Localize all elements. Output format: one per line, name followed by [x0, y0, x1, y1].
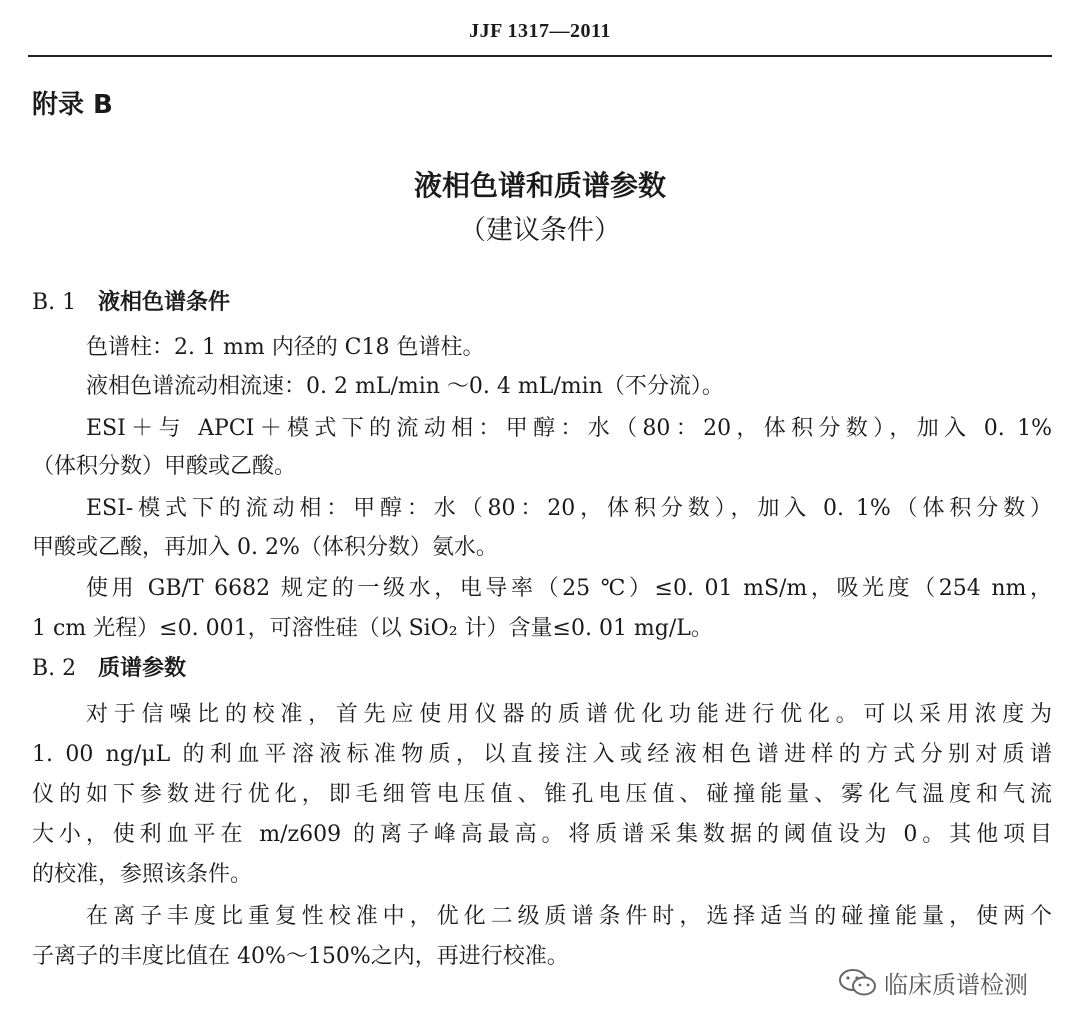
paragraph-line: 仪的如下参数进行优化，即毛细管电压值、锥孔电压值、碰撞能量、雾化气温度和气流: [32, 782, 1052, 807]
watermark: [838, 965, 1028, 1000]
paragraph-line: 色谱柱：2. 1 mm 内径的 C18 色谱柱。: [86, 335, 485, 360]
paragraph-line: 的校准，参照该条件。: [32, 862, 253, 887]
paragraph-line: 1 cm 光程）≤0. 001，可溶性硅（以 SiO₂ 计）含量≤0. 01 mg/L。: [32, 616, 713, 641]
page-title: 液相色谱和质谱参数: [413, 169, 666, 202]
section-number: B. 1: [32, 290, 77, 315]
paragraph-line: 在离子丰度比重复性校准中，优化二级质谱条件时，选择适当的碰撞能量，使两个: [86, 904, 1052, 929]
paragraph-line: 对于信噪比的校准，首先应使用仪器的质谱优化功能进行优化。可以采用浓度为: [86, 702, 1052, 727]
document-code: JJF 1317—2011: [469, 20, 611, 42]
section-number: B. 2: [32, 656, 77, 681]
paragraph-line: 大小，使利血平在 m/z609 的离子峰高最高。将质谱采集数据的阈值设为 0。其他项目: [32, 822, 1052, 847]
watermark-text: 临床质谱检测: [884, 971, 1028, 999]
header-divider: [28, 55, 1052, 57]
paragraph-line: 使用 GB/T 6682 规定的一级水，电导率（25 ℃）≤0. 01 mS/m，吸光度（254 nm，: [86, 576, 1052, 601]
page-subtitle: （建议条件）: [459, 215, 621, 246]
section-title: 液相色谱条件: [98, 290, 231, 315]
paragraph-line: 液相色谱流动相流速：0. 2 mL/min ～0. 4 mL/min（不分流）。: [86, 374, 724, 399]
paragraph-line: 子离子的丰度比值在 40%～150%之内，再进行校准。: [32, 944, 569, 969]
wechat-icon: [838, 968, 878, 998]
paragraph-line: （体积分数）甲酸或乙酸。: [32, 454, 297, 479]
appendix-label: 附录 B: [32, 90, 113, 120]
paragraph-line: ESI-模式下的流动相：甲醇：水（80：20，体积分数），加入 0. 1%（体积分数）: [86, 496, 1052, 521]
section-heading-b2: [32, 654, 1052, 684]
section-heading-b1: [32, 288, 1052, 318]
paragraph-line: ESI＋与 APCI＋模式下的流动相：甲醇：水（80：20，体积分数），加入 0. 1%: [86, 416, 1052, 441]
section-title: 质谱参数: [98, 656, 187, 681]
paragraph-line: 甲酸或乙酸，再加入 0. 2%（体积分数）氨水。: [32, 535, 498, 560]
paragraph-line: 1. 00 ng/μL 的利血平溶液标准物质，以直接注入或经液相色谱进样的方式分别对质谱: [32, 742, 1052, 767]
